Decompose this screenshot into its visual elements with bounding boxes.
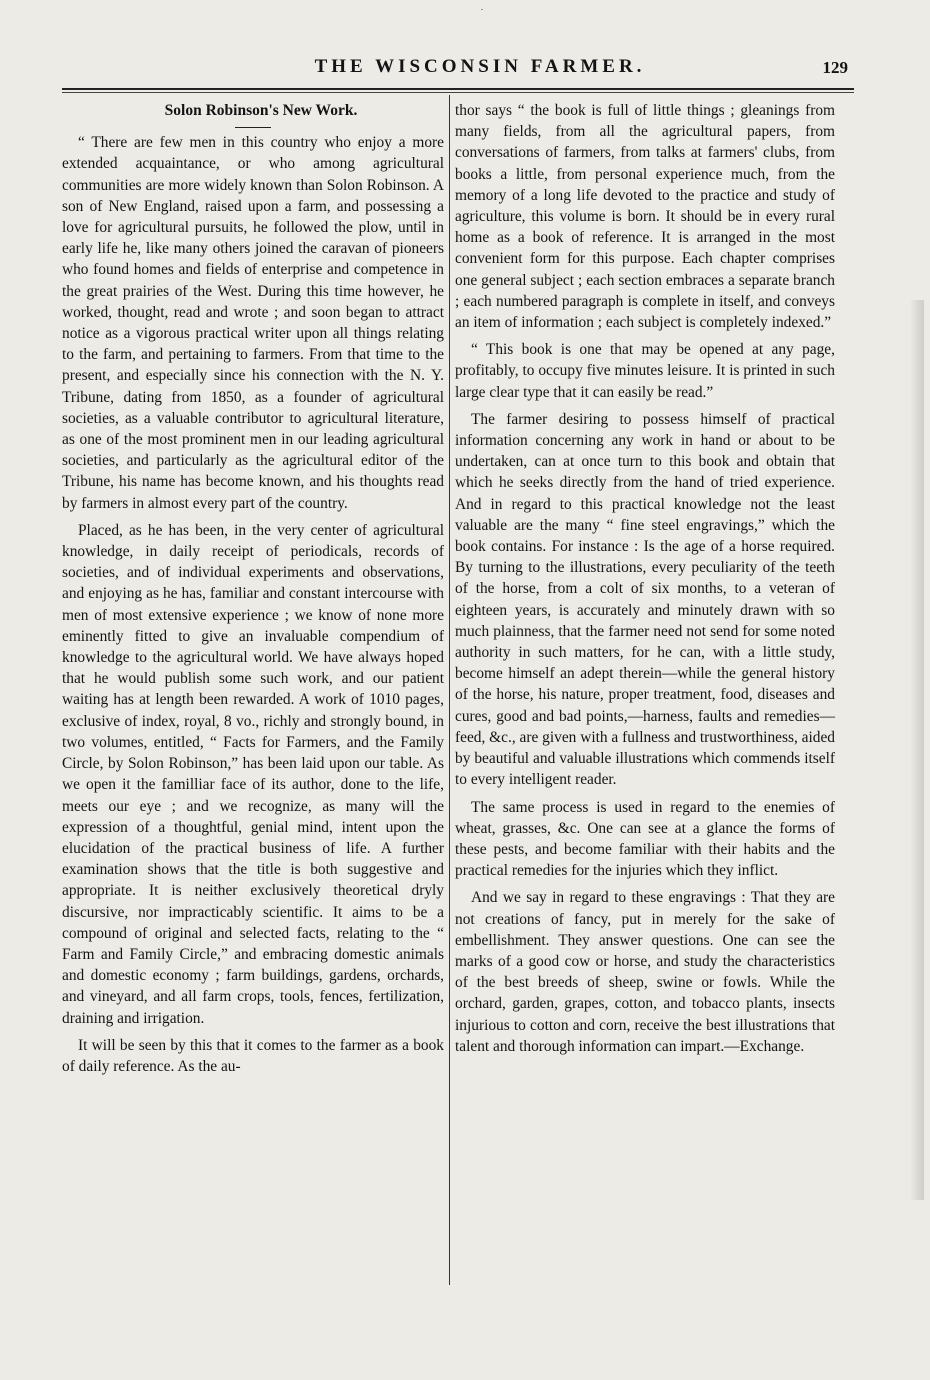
left-column xyxy=(62,100,444,1083)
header-rule-thin xyxy=(62,92,854,93)
paragraph: “ There are few men in this country who enjoy a more extended acquaintance, or who among agricultural communities are more widely known than Solon Robinson. A son of New England, raised upon a farm, and possessing a love for agricultural pursuits, he followed the plow, until in early life he, like many others joined the caravan of pioneers who found homes and fields of enterprise and competence in the great prairies of the West. During this time however, he worked, thought, read and wrote ; and soon began to attract notice as a vigorous practical writer upon all things relating to the farm, and pertaining to farmers. From that time to the present, and especially since his connection with the N. Y. Tribune, dating from 1850, as a founder of agricultural societies, as a valuable contributor to agricultural literature, as one of the most prominent men in our leading agricultural societies, and particularly as the agricultural editor of the Tribune, his name has become known, and his thoughts read by farmers in almost every part of the country. xyxy=(62,134,444,512)
page-edge xyxy=(910,300,924,1200)
header-rule xyxy=(62,88,854,90)
article-headline: Solon Robinson's New Work. xyxy=(164,102,358,119)
paragraph: Placed, as he has been, in the very center of agricultural knowledge, in daily receipt of periodicals, records of societies, and of individual experiments and observations, and enjoying as he has, familiar and constant intercourse with men of most extensive experience ; we know of none more eminently fitted to give an invaluable compendium of knowledge to the agricultural world. We have always hoped that he would publish some such work, and our patient waiting has at length been rewarded. A work of 1010 pages, exclusive of index, royal, 8 vo., richly and strongly bound, in two volumes, entitled, “ Facts for Farmers, and the Family Circle, by Solon Robinson,” has been laid upon our table. As we open it the familliar face of its author, done to the life, meets our eye ; and we recognize, as many will the expression of a thoughtful, genial mind, intent upon the elucidation of the practical business of life. A further examination shows that the title is both suggestive and appropriate. It is neither exclusively theoretical dryly discursive, nor impracticably scientific. It aims to be a compound of original and selected facts, relating to the “ Farm and Family Circle,” and embracing domestic animals and domestic economy ; farm buildings, gardens, orchards, and vineyard, and all farm crops, tools, fences, fertilization, draining and irrigation. xyxy=(62,521,444,1027)
paragraph: And we say in regard to these engravings : That they are not creations of fancy, put in merely for the sake of embellishment. They answer questions. One can see the marks of a good cow or horse, and study the characteristics of the best breeds of sheep, swine or fowls. While the orchard, garden, grapes, cotton, and tobacco plants, insects injurious to cotton and corn, receive the best illustrations that talent and thorough information can impart.—Exchange. xyxy=(455,889,835,1055)
paragraph: “ This book is one that may be opened at any page, profitably, to occupy five minutes leisure. It is printed in such large clear type that it can easily be read.” xyxy=(455,341,835,401)
paragraph: The farmer desiring to possess himself of practical information concerning any work in hand or about to be undertaken, can at once turn to this book and obtain that which he seeks directly from the hand of tried experience. And in regard to this practical knowledge not the least valuable are the many “ fine steel engravings,” which the book contains. For instance : Is the age of a horse required. By turning to the illustrations, every peculiarity of the teeth of the horse, from a colt of six months, to a veteran of eighteen years, is accurately and minutely drawn with so much plainness, that the farmer need not send for some noted authority in such matters, for he can, with a little study, become himself an adept therein—while the general history of the horse, his nature, proper treatment, food, diseases and cures, good and bad points,—harness, faults and remedies—feed, &c., are given with a fullness and trustworthiness, aided by beautiful and valuable illustrations which commends itself to every intelligent reader. xyxy=(455,410,835,789)
paragraph-continued: thor says “ the book is full of little things ; gleanings from many fields, from all the agricultural papers, from conversations of farmers, from talks at farmers' clubs, from books a little, from personal experience much, from the memory of a long life devoted to the practice and study of agriculture, this volume is born. It should be in every rural home as a book of reference. It is arranged in the most convenient form for this purpose. Each chapter comprises one general subject ; each section embraces a separate branch ; each numbered paragraph is complete in itself, and conveys an item of information ; each subject is completely indexed.” xyxy=(455,102,835,332)
paragraph: The same process is used in regard to the enemies of wheat, grasses, &c. One can see at a glance the forms of these pests, and become familiar with their habits and the practical remedies for the injuries which they inflict. xyxy=(455,798,835,880)
right-column xyxy=(455,100,835,1063)
column-divider xyxy=(449,95,450,1285)
headline-rule xyxy=(235,127,271,128)
page-header xyxy=(60,56,860,86)
running-title: THE WISCONSIN FARMER. xyxy=(314,56,646,77)
page-number: 129 xyxy=(822,58,848,77)
paragraph: It will be seen by this that it comes to the farmer as a book of daily reference. As the au- xyxy=(62,1036,444,1075)
